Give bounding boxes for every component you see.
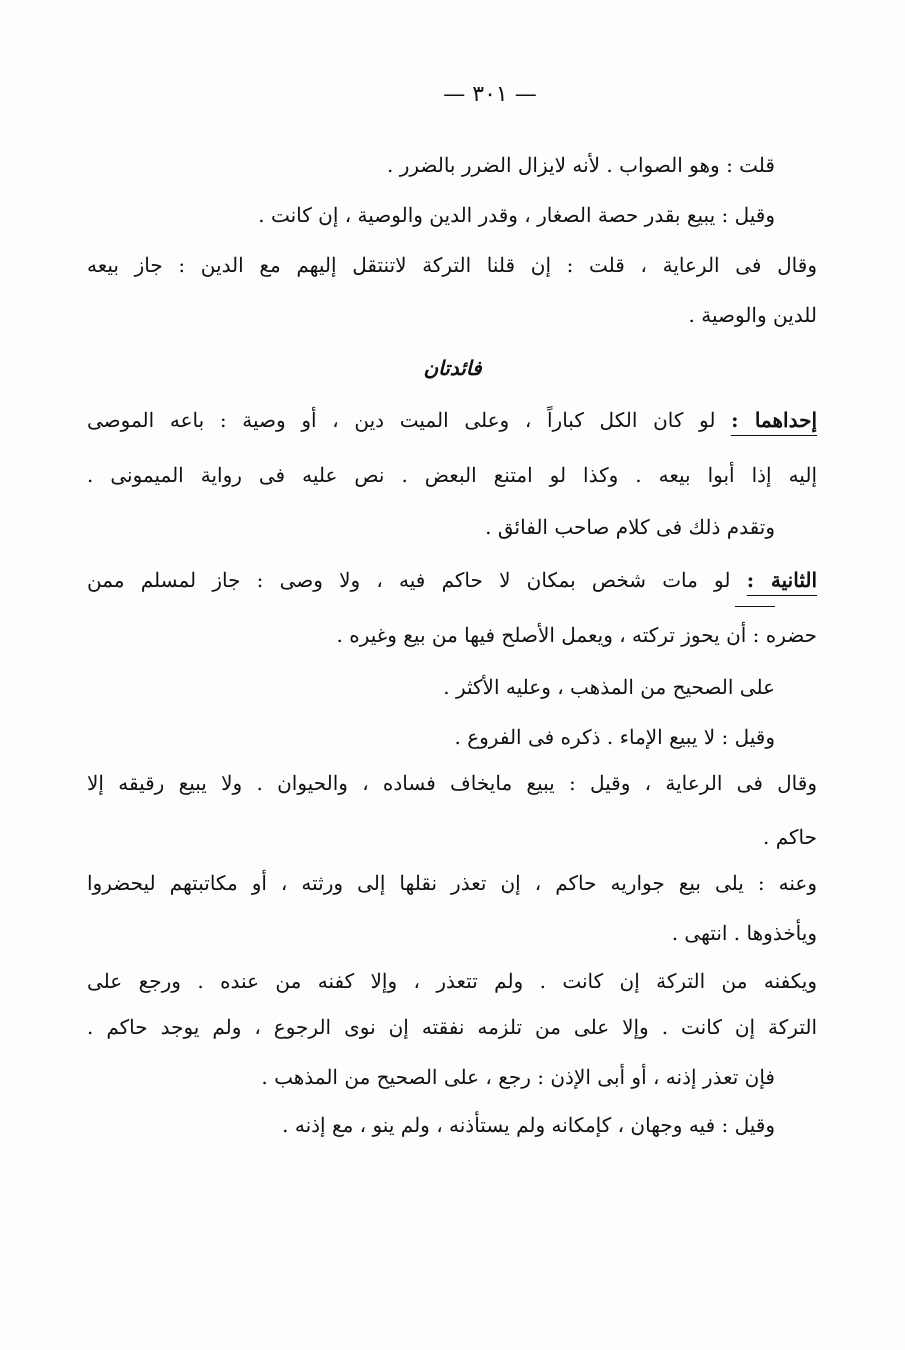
text-line: وقال فى الرعاية ، وقيل : يبيع مايخاف فساده ، والحيوان . ولا يبيع رقيقه إلا: [87, 771, 817, 795]
text-line: ويأخذوها . انتهى .: [671, 921, 817, 945]
text-line: وقال فى الرعاية ، قلت : إن قلنا التركة لاتنتقل إليهم مع الدين : جاز بيعه: [87, 253, 817, 277]
text-line: وتقدم ذلك فى كلام صاحب الفائق .: [485, 515, 775, 539]
text-line: حاكم .: [762, 825, 817, 849]
text-line: ويكفنه من التركة إن كانت . ولم تتعذر ، وإلا كفنه من عنده . ورجع على: [87, 969, 817, 993]
text-line: فإن تعذر إذنه ، أو أبى الإذن : رجع ، على الصحيح من المذهب .: [261, 1065, 775, 1089]
item-label-first: إحداهما :: [731, 408, 817, 432]
item-label-second: الثانية :: [746, 568, 818, 592]
text-line: [87, 405, 817, 435]
text-line: قلت : وهو الصواب . لأنه لايزال الضرر بالضرر .: [386, 153, 775, 177]
text-line: حضره : أن يحوز تركته ، ويعمل الأصلح فيها من بيع وغيره .: [336, 623, 817, 647]
overline-mark: [735, 606, 775, 607]
text-line: إليه إذا أبوا بيعه . وكذا لو امتنع البعض . نص عليه فى رواية الميمونى .: [87, 463, 817, 487]
text-line: وعنه : يلى بيع جواريه حاكم ، إن تعذر نقلها إلى ورثته ، أو مكاتبتهم ليحضروا: [87, 871, 817, 895]
text-line: وقيل : يبيع بقدر حصة الصغار ، وقدر الدين والوصية ، إن كانت .: [258, 203, 775, 227]
text-line: وقيل : فيه وجهان ، كإمكانه ولم يستأذنه ، ولم ينو ، مع إذنه .: [282, 1113, 775, 1137]
text-line: [87, 565, 817, 595]
page-number: — ٣٠١ —: [443, 82, 537, 107]
text-span: لو مات شخص بمكان لا حاكم فيه ، ولا وصى : جاز لمسلم ممن: [87, 568, 731, 592]
text-line: وقيل : لا يبيع الإماء . ذكره فى الفروع .: [454, 725, 775, 749]
section-heading: فائدتان: [423, 356, 482, 380]
text-span: لو كان الكل كباراً ، وعلى الميت دين ، أو وصية : باعه الموصى: [87, 408, 716, 432]
text-line: للدين والوصية .: [688, 303, 817, 327]
text-line: التركة إن كانت . وإلا على من تلزمه نفقته إن نوى الرجوع ، ولم يوجد حاكم .: [87, 1015, 817, 1039]
text-line: على الصحيح من المذهب ، وعليه الأكثر .: [443, 675, 775, 699]
